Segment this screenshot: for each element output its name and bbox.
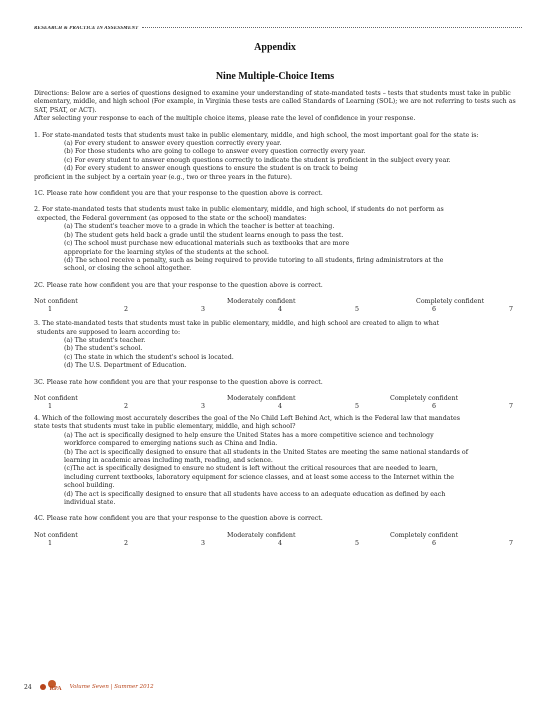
scale-point[interactable]: 5 <box>355 402 360 410</box>
scale-point[interactable]: 1 <box>48 306 53 314</box>
q3-option-d: (d) The U.S. Department of Education. <box>64 362 187 370</box>
q1-option-b: (b) For those students who are going to college to answer every question correctly every year. <box>64 148 366 156</box>
question-1-stem: 1. For state-mandated tests that students must take in public elementary, middle, and high school, the most important goal for the state is: <box>34 131 479 139</box>
q3-option-c: (c) The state in which the student's school is located. <box>64 353 234 361</box>
q1-confidence-prompt: 1C. Please rate how confident you are that your response to the question above is correct. <box>34 190 323 198</box>
scale-point[interactable]: 7 <box>509 306 514 314</box>
q2-option-d-cont: school, or closing the school altogether. <box>64 265 192 273</box>
q2-confidence-prompt: 2C. Please rate how confident you are that your response to the question above is correct. <box>34 281 323 289</box>
scale-point[interactable]: 4 <box>278 306 283 314</box>
scale-mid-label: Moderately confident <box>227 394 296 402</box>
q3-confidence-prompt: 3C. Please rate how confident you are that your response to the question above is correct. <box>34 378 323 386</box>
page-number: 24 <box>24 683 32 691</box>
scale-point[interactable]: 3 <box>201 539 206 547</box>
question-2-stem: 2. For state-mandated tests that students must take in public elementary, middle, and high school, if students do not perform as <box>34 206 444 214</box>
scale-low-label: Not confident <box>34 394 78 402</box>
section-title: Nine Multiple-Choice Items <box>215 71 335 82</box>
question-2-stem-cont: expected, the Federal government (as opposed to the state or the school) mandates: <box>37 214 307 222</box>
scale-point[interactable]: 6 <box>432 306 437 314</box>
q4-option-a-cont: workforce compared to emerging nations such as China and India. <box>64 440 278 448</box>
q2-option-c: (c) The school must purchase new educational materials such as textbooks that are more <box>64 240 350 248</box>
page-footer <box>24 680 154 694</box>
scale-point[interactable]: 2 <box>124 539 129 547</box>
scale-low-label: Not confident <box>34 531 78 539</box>
scale-point[interactable]: 5 <box>355 539 360 547</box>
rpa-logo <box>40 680 66 694</box>
question-3-stem-cont: students are supposed to learn according to: <box>37 328 181 336</box>
scale-point[interactable]: 6 <box>432 402 437 410</box>
q4-option-c-cont2: school building. <box>64 482 115 490</box>
q2-option-b: (b) The student gets held back a grade until the student learns enough to pass the test. <box>64 231 344 239</box>
scale-high-label: Completely confident <box>416 298 485 306</box>
scale-point[interactable]: 4 <box>278 402 283 410</box>
q2-option-d: (d) The school receive a penalty, such as being required to provide tutoring to all students, firing administrators at the <box>64 256 444 264</box>
q3-option-b: (b) The student's school. <box>64 345 143 353</box>
q3-confidence-scale <box>34 395 518 413</box>
scale-mid-label: Moderately confident <box>227 531 296 539</box>
directions-2: After selecting your response to each of the multiple choice items, please rate the level of confidence in your response. <box>34 115 416 123</box>
scale-point[interactable]: 1 <box>48 402 53 410</box>
running-head-text: RESEARCH & PRACTICE IN ASSESSMENT <box>34 26 139 31</box>
scale-high-label: Completely confident <box>390 531 459 539</box>
q1-option-d-cont: proficient in the subject by a certain year (e.g., two or three years in the future). <box>34 173 292 181</box>
question-1-options <box>34 140 518 182</box>
logo-text: RPA <box>49 686 62 692</box>
appendix-title: Appendix <box>254 42 296 53</box>
question-4-stem-cont: state tests that students must take in public elementary, middle, and high school? <box>34 423 296 431</box>
header-rule <box>142 27 522 28</box>
directions: Directions: Below are a series of questions designed to examine your understanding of state-mandated tests – tests that students must take in public elementary, middle, and high school (For example, in Virginia these tests are called Standards of Learning (SOL); we are not referring to tests such as SAT, PSAT, or ACT). <box>34 90 516 114</box>
q2-option-a: (a) The student's teacher move to a grade in which the teacher is better at teaching. <box>64 223 335 231</box>
scale-point[interactable]: 3 <box>201 306 206 314</box>
q4-confidence-prompt: 4C. Please rate how confident you are that your response to the question above is correct. <box>34 515 323 523</box>
scale-point[interactable]: 7 <box>509 402 514 410</box>
scale-point[interactable]: 6 <box>432 539 437 547</box>
q1-option-d: (d) For every student to answer enough questions to ensure the student is on track to being <box>64 165 358 173</box>
scale-mid-label: Moderately confident <box>227 298 296 306</box>
volume-info: Volume Seven | Summer 2012 <box>69 684 154 690</box>
q4-option-b-cont: learning in academic areas including math, reading, and science. <box>64 457 273 464</box>
q2-confidence-scale <box>34 298 518 316</box>
q4-option-c: (c)The act is specifically designed to ensure no student is left without the critical resources that are needed to learn, <box>64 465 438 473</box>
question-3-options <box>34 337 518 371</box>
q3-option-a: (a) The student's teacher. <box>64 336 146 344</box>
q2-option-c-cont: appropriate for the learning styles of the students at the school. <box>64 248 269 256</box>
q4-option-d-cont: individual state. <box>64 499 116 507</box>
q4-option-b: (b) The act is specifically designed to ensure that all students in the United States are meeting the same national standards of <box>64 448 469 456</box>
scale-point[interactable]: 3 <box>201 402 206 410</box>
scale-low-label: Not confident <box>34 298 78 306</box>
scale-point[interactable]: 1 <box>48 539 53 547</box>
scale-point[interactable]: 2 <box>124 402 129 410</box>
scale-point[interactable]: 2 <box>124 306 129 314</box>
question-2-options <box>34 223 518 273</box>
question-4-options <box>34 432 518 508</box>
q4-option-a: (a) The act is specifically designed to help ensure the United States has a more competitive science and technology <box>64 431 434 439</box>
q4-option-c-cont: including current textbooks, laboratory equipment for science classes, and at least some access to the Internet within the <box>64 473 455 481</box>
q1-option-c: (c) For every student to answer enough questions correctly to indicate the student is proficient in the subject every year. <box>64 156 451 164</box>
scale-point[interactable]: 4 <box>278 539 283 547</box>
q4-option-d: (d) The act is specifically designed to ensure that all students have access to an adequate education as defined by each <box>64 490 446 498</box>
scale-point[interactable]: 5 <box>355 306 360 314</box>
running-head <box>34 26 524 31</box>
scale-point[interactable]: 7 <box>509 539 514 547</box>
question-3-stem: 3. The state-mandated tests that students must take in public elementary, middle, and high school are created to align to what <box>34 320 440 328</box>
q4-confidence-scale <box>34 532 518 550</box>
scale-high-label: Completely confident <box>390 394 459 402</box>
content <box>34 90 518 550</box>
question-4-stem: 4. Which of the following most accurately describes the goal of the No Child Left Behind Act, which is the Federal law that mandates <box>34 414 460 422</box>
q1-option-a: (a) For every student to answer every question correctly every year. <box>64 140 282 148</box>
